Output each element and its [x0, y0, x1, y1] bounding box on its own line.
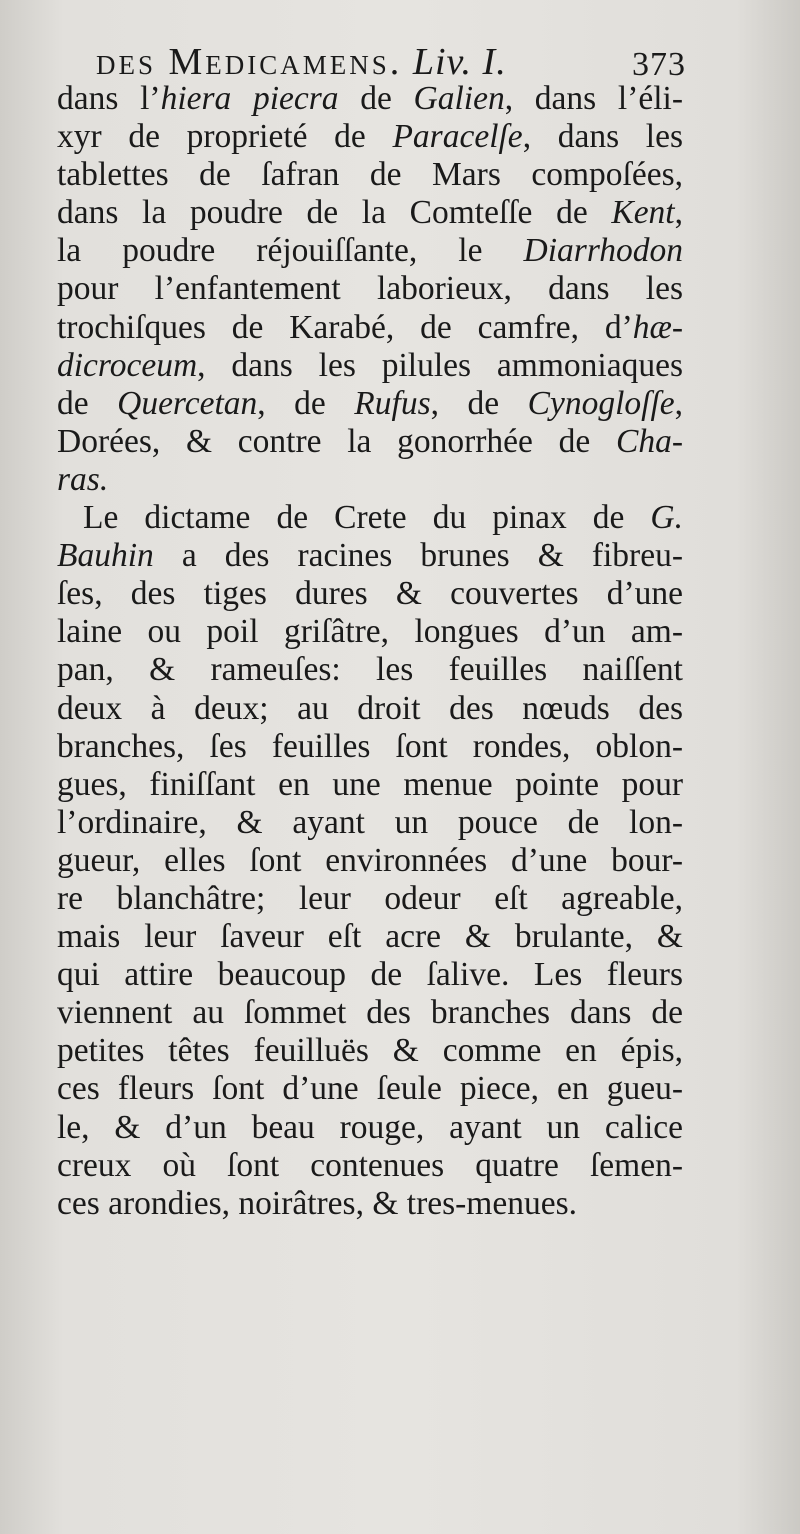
text-run: , dans l’éli- — [504, 80, 683, 117]
text-run: laine ou poil griſâtre, longues d’un am- — [57, 613, 683, 651]
text-line — [57, 728, 683, 766]
text-line — [57, 1147, 683, 1185]
text-line — [57, 766, 683, 804]
text-run: re blanchâtre; leur odeur eſt agreable, — [57, 879, 683, 917]
text-line — [57, 194, 683, 232]
italic-text: G. — [650, 499, 683, 537]
text-run: gues, finiſſant en une menue pointe pour — [57, 765, 683, 803]
text-line — [57, 651, 683, 689]
text-run: viennent au ſommet des branches dans de — [57, 994, 683, 1032]
text-line — [57, 80, 683, 118]
text-run: deux à deux; au droit des nœuds des — [57, 689, 683, 727]
text-run: , de — [257, 384, 355, 422]
text-line — [57, 880, 683, 918]
italic-text: Kent — [611, 194, 675, 232]
text-run: la poudre réjouiſſante, le — [57, 232, 524, 270]
text-line — [57, 994, 683, 1032]
text-line — [57, 537, 683, 575]
text-run: de — [338, 80, 414, 117]
text-line — [57, 956, 683, 994]
text-run: tablettes de ſafran de Mars compoſées, — [57, 156, 683, 194]
text-line — [57, 232, 683, 270]
italic-text: hæ- — [632, 308, 683, 346]
text-line — [57, 1032, 683, 1070]
italic-text: Bauhin — [57, 537, 154, 575]
text-run: pour l’enfantement laborieux, dans les — [57, 270, 683, 308]
text-run: , dans les pilules ammoniaques — [197, 346, 683, 384]
text-line — [57, 804, 683, 842]
text-line — [57, 613, 683, 651]
text-run: xyr de proprieté de — [57, 118, 393, 156]
running-title: des Medicamens. — [96, 41, 403, 83]
text-line — [57, 842, 683, 880]
text-run: ces fleurs ſont d’une ſeule piece, en gueu- — [57, 1070, 683, 1108]
text-run: l’ordinaire, & ayant un pouce de lon- — [57, 803, 683, 841]
italic-text: Quercetan — [117, 384, 258, 422]
text-run: de — [57, 384, 118, 422]
text-line — [57, 1109, 683, 1147]
text-run: le, & d’un beau rouge, ayant un calice — [57, 1108, 683, 1146]
text-run: trochiſques de Karabé, de camfre, d’ — [57, 308, 633, 346]
italic-text: Paracelſe — [392, 118, 523, 156]
text-run: , — [674, 194, 683, 232]
page-number: 373 — [632, 46, 686, 83]
text-line — [57, 1070, 683, 1108]
text-line — [57, 575, 683, 613]
text-line — [57, 461, 683, 499]
italic-text: Rufus — [354, 384, 431, 422]
text-run: a des racines brunes & fibreu- — [153, 537, 683, 575]
text-run: pan, & rameuſes: les feuilles naiſſent — [57, 651, 683, 689]
text-run: petites têtes feuilluës & comme en épis, — [57, 1032, 683, 1070]
text-run: ces arondies, noirâtres, & tres-menues. — [57, 1184, 578, 1222]
text-line — [57, 499, 683, 537]
text-run: dans l’ — [57, 80, 161, 117]
text-run: qui attire beaucoup de ſalive. Les fleurs — [57, 956, 683, 994]
text-line — [57, 347, 683, 385]
italic-text: ras. — [57, 460, 109, 498]
text-line — [57, 309, 683, 347]
italic-text: dicroceum — [57, 346, 198, 384]
text-line — [57, 423, 683, 461]
text-line — [57, 690, 683, 728]
text-run: dans la poudre de la Comteſſe de — [57, 194, 612, 232]
text-line — [57, 156, 683, 194]
text-run: , de — [430, 384, 528, 422]
text-run: gueur, elles ſont environnées d’une bour- — [57, 841, 683, 879]
text-run: Dorées, & contre la gonorrhée de — [57, 422, 616, 460]
text-line — [57, 270, 683, 308]
text-run: ſes, des tiges dures & couvertes d’une — [57, 575, 683, 613]
book-number: Liv. I. — [412, 41, 507, 83]
text-line — [57, 918, 683, 956]
italic-text: Galien — [413, 80, 505, 117]
text-run: , — [674, 384, 684, 422]
italic-text: hiera piecra — [160, 80, 339, 117]
text-run: Le dictame de Crete du pinax de — [83, 499, 651, 537]
text-run: mais leur ſaveur eſt acre & brulante, & — [57, 918, 683, 956]
text-line — [57, 118, 683, 156]
body-text — [57, 80, 683, 1223]
text-line — [57, 385, 683, 423]
text-line — [57, 1185, 683, 1223]
italic-text: Cynogloſſe — [527, 384, 675, 422]
italic-text: Diarrhodon — [523, 232, 683, 270]
text-run: , dans les — [522, 118, 683, 156]
text-run: branches, ſes feuilles ſont rondes, oblon- — [57, 727, 683, 765]
text-run: creux où ſont contenues quatre ſemen- — [57, 1146, 683, 1184]
italic-text: Cha- — [616, 422, 683, 460]
